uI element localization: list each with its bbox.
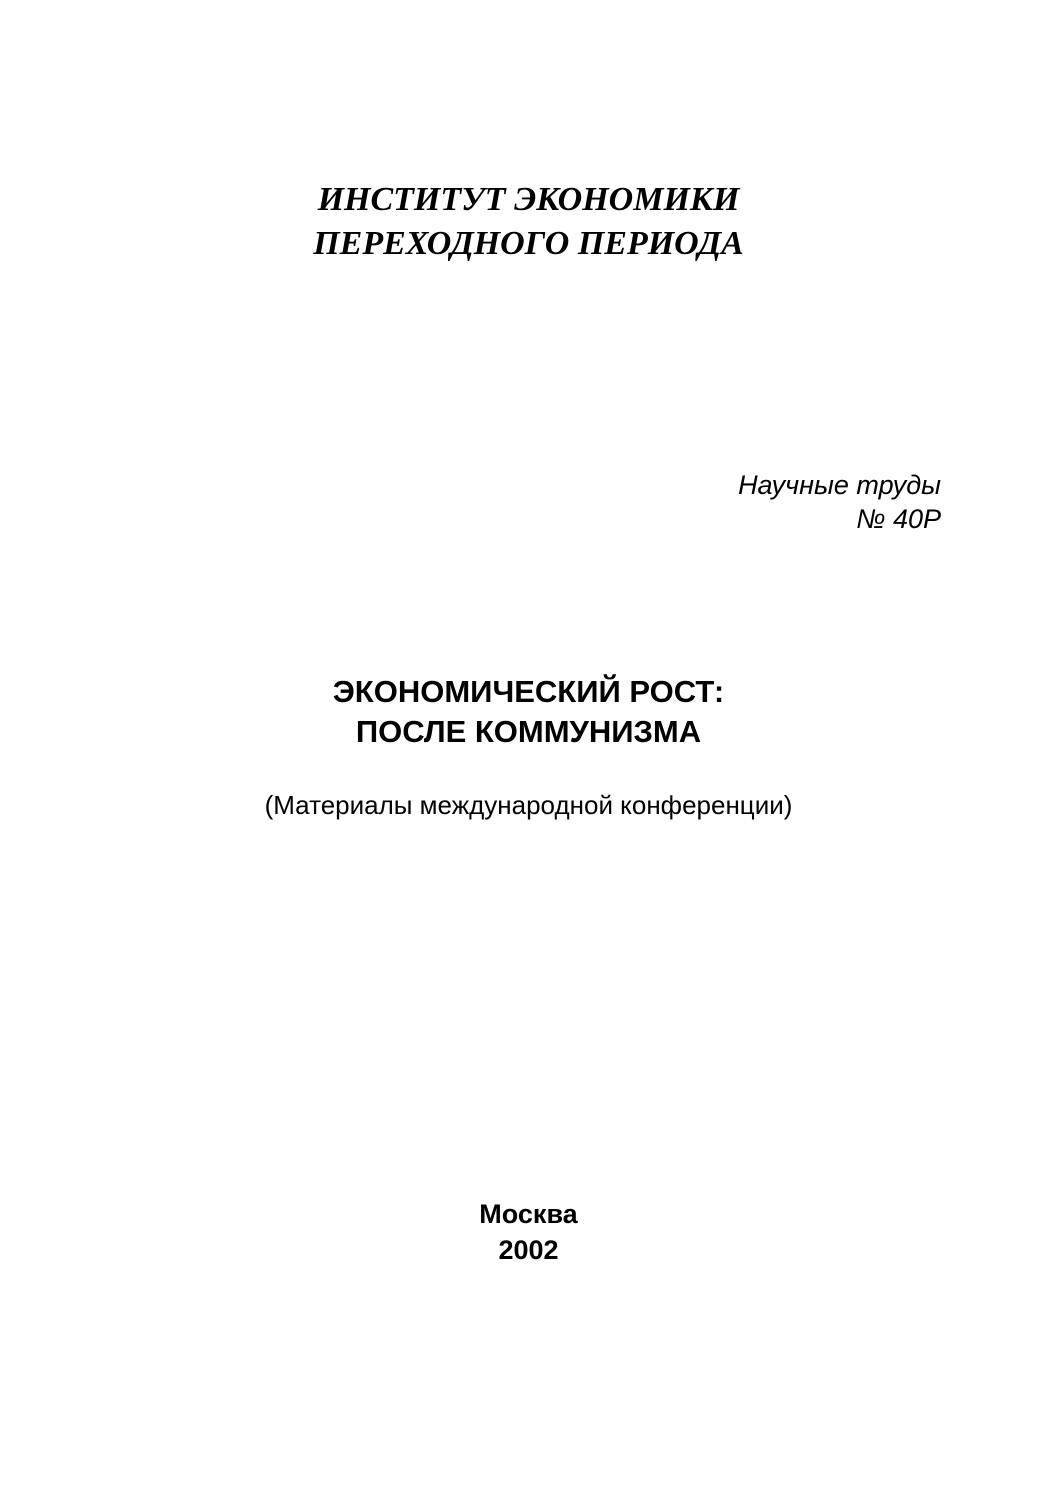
- institute-name-line-1: ИНСТИТУТ ЭКОНОМИКИ: [317, 181, 740, 218]
- document-subtitle: (Материалы международной конференции): [264, 790, 793, 820]
- series-name: Научные труды: [738, 470, 941, 500]
- imprint-year: 2002: [498, 1235, 559, 1265]
- imprint-city: Москва: [479, 1199, 578, 1229]
- document-title: [0, 672, 1057, 752]
- document-title-line-2: ПОСЛЕ КОММУНИЗМА: [355, 714, 702, 749]
- imprint: [0, 1196, 1057, 1268]
- series-number: № 40Р: [856, 504, 941, 534]
- institute-name-line-2: ПЕРЕХОДНОГО ПЕРИОДА: [313, 225, 744, 262]
- institute-name: [0, 178, 1057, 266]
- series-info: [738, 468, 941, 536]
- document-title-line-1: ЭКОНОМИЧЕСКИЙ РОСТ:: [332, 674, 725, 709]
